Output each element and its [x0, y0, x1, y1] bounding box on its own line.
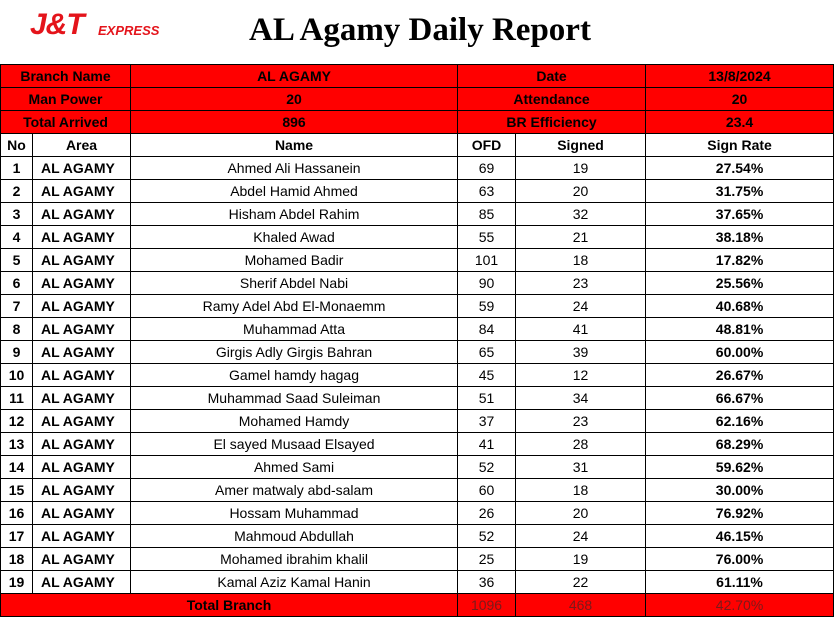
row-ofd: 60: [458, 479, 516, 502]
row-signed: 23: [516, 272, 646, 295]
row-sign-rate: 68.29%: [646, 433, 834, 456]
row-name: Mohamed Badir: [131, 249, 458, 272]
row-ofd: 63: [458, 180, 516, 203]
row-no: 2: [1, 180, 33, 203]
row-area: AL AGAMY: [33, 180, 131, 203]
row-ofd: 25: [458, 548, 516, 571]
row-no: 6: [1, 272, 33, 295]
row-area: AL AGAMY: [33, 548, 131, 571]
row-name: Gamel hamdy hagag: [131, 364, 458, 387]
attendance-value: 20: [646, 88, 834, 111]
table-row: [1, 433, 834, 456]
row-sign-rate: 59.62%: [646, 456, 834, 479]
row-ofd: 69: [458, 157, 516, 180]
table-row: [1, 525, 834, 548]
row-area: AL AGAMY: [33, 479, 131, 502]
table-row: [1, 456, 834, 479]
row-ofd: 101: [458, 249, 516, 272]
row-no: 13: [1, 433, 33, 456]
row-sign-rate: 37.65%: [646, 203, 834, 226]
total-branch-label: Total Branch: [1, 594, 458, 617]
column-header-area: Area: [33, 134, 131, 157]
row-name: Girgis Adly Girgis Bahran: [131, 341, 458, 364]
row-area: AL AGAMY: [33, 341, 131, 364]
row-sign-rate: 66.67%: [646, 387, 834, 410]
row-name: Mahmoud Abdullah: [131, 525, 458, 548]
report-title: AL Agamy Daily Report: [249, 12, 591, 48]
row-no: 5: [1, 249, 33, 272]
total-sign-rate: 42.70%: [646, 594, 834, 617]
row-name: Mohamed Hamdy: [131, 410, 458, 433]
row-ofd: 26: [458, 502, 516, 525]
row-sign-rate: 46.15%: [646, 525, 834, 548]
table-row: [1, 272, 834, 295]
row-area: AL AGAMY: [33, 295, 131, 318]
jt-express-logo: [30, 10, 160, 44]
row-no: 4: [1, 226, 33, 249]
row-ofd: 65: [458, 341, 516, 364]
man-power-label: Man Power: [1, 88, 131, 111]
row-signed: 21: [516, 226, 646, 249]
logo-mark: J&T: [30, 8, 84, 41]
row-name: El sayed Musaad Elsayed: [131, 433, 458, 456]
row-sign-rate: 26.67%: [646, 364, 834, 387]
row-signed: 18: [516, 479, 646, 502]
row-sign-rate: 76.00%: [646, 548, 834, 571]
row-name: Hossam Muhammad: [131, 502, 458, 525]
row-no: 14: [1, 456, 33, 479]
table-row: [1, 295, 834, 318]
total-signed: 468: [516, 594, 646, 617]
row-area: AL AGAMY: [33, 502, 131, 525]
table-row: [1, 410, 834, 433]
table-row: [1, 548, 834, 571]
row-name: Khaled Awad: [131, 226, 458, 249]
row-no: 11: [1, 387, 33, 410]
branch-name-label: Branch Name: [1, 65, 131, 88]
total-ofd: 1096: [458, 594, 516, 617]
row-area: AL AGAMY: [33, 410, 131, 433]
row-name: Amer matwaly abd-salam: [131, 479, 458, 502]
row-sign-rate: 40.68%: [646, 295, 834, 318]
table-row: [1, 249, 834, 272]
row-signed: 34: [516, 387, 646, 410]
branch-name-value: AL AGAMY: [131, 65, 458, 88]
row-no: 1: [1, 157, 33, 180]
row-signed: 32: [516, 203, 646, 226]
row-no: 19: [1, 571, 33, 594]
table-row: [1, 479, 834, 502]
row-name: Ahmed Sami: [131, 456, 458, 479]
table-row: [1, 502, 834, 525]
row-no: 8: [1, 318, 33, 341]
row-ofd: 52: [458, 525, 516, 548]
row-signed: 31: [516, 456, 646, 479]
row-sign-rate: 30.00%: [646, 479, 834, 502]
row-signed: 28: [516, 433, 646, 456]
row-area: AL AGAMY: [33, 571, 131, 594]
row-ofd: 90: [458, 272, 516, 295]
row-no: 16: [1, 502, 33, 525]
row-ofd: 45: [458, 364, 516, 387]
br-efficiency-value: 23.4: [646, 111, 834, 134]
row-ofd: 37: [458, 410, 516, 433]
table-row: [1, 571, 834, 594]
row-area: AL AGAMY: [33, 318, 131, 341]
row-name: Mohamed ibrahim khalil: [131, 548, 458, 571]
row-sign-rate: 27.54%: [646, 157, 834, 180]
row-signed: 22: [516, 571, 646, 594]
row-sign-rate: 31.75%: [646, 180, 834, 203]
row-area: AL AGAMY: [33, 387, 131, 410]
total-branch-row: [1, 594, 834, 617]
row-signed: 19: [516, 157, 646, 180]
row-sign-rate: 61.11%: [646, 571, 834, 594]
row-sign-rate: 48.81%: [646, 318, 834, 341]
row-area: AL AGAMY: [33, 364, 131, 387]
row-ofd: 55: [458, 226, 516, 249]
row-signed: 20: [516, 502, 646, 525]
row-no: 12: [1, 410, 33, 433]
row-ofd: 52: [458, 456, 516, 479]
row-ofd: 51: [458, 387, 516, 410]
table-row: [1, 180, 834, 203]
row-area: AL AGAMY: [33, 525, 131, 548]
row-no: 15: [1, 479, 33, 502]
row-signed: 23: [516, 410, 646, 433]
row-sign-rate: 38.18%: [646, 226, 834, 249]
row-signed: 19: [516, 548, 646, 571]
column-header-row: [1, 134, 834, 157]
row-area: AL AGAMY: [33, 456, 131, 479]
column-header-name: Name: [131, 134, 458, 157]
row-ofd: 84: [458, 318, 516, 341]
report-table: [0, 64, 834, 617]
row-ofd: 36: [458, 571, 516, 594]
attendance-label: Attendance: [458, 88, 646, 111]
table-row: [1, 157, 834, 180]
row-area: AL AGAMY: [33, 433, 131, 456]
row-signed: 41: [516, 318, 646, 341]
row-name: Abdel Hamid Ahmed: [131, 180, 458, 203]
column-header-sign-rate: Sign Rate: [646, 134, 834, 157]
row-no: 3: [1, 203, 33, 226]
row-no: 7: [1, 295, 33, 318]
row-name: Kamal Aziz Kamal Hanin: [131, 571, 458, 594]
table-row: [1, 226, 834, 249]
total-arrived-label: Total Arrived: [1, 111, 131, 134]
row-name: Muhammad Atta: [131, 318, 458, 341]
row-name: Muhammad Saad Suleiman: [131, 387, 458, 410]
row-area: AL AGAMY: [33, 203, 131, 226]
br-efficiency-label: BR Efficiency: [458, 111, 646, 134]
row-name: Sherif Abdel Nabi: [131, 272, 458, 295]
row-no: 18: [1, 548, 33, 571]
row-sign-rate: 60.00%: [646, 341, 834, 364]
row-signed: 20: [516, 180, 646, 203]
info-row-manpower: [1, 88, 834, 111]
row-sign-rate: 76.92%: [646, 502, 834, 525]
date-value: 13/8/2024: [646, 65, 834, 88]
column-header-no: No: [1, 134, 33, 157]
row-sign-rate: 17.82%: [646, 249, 834, 272]
row-name: Ahmed Ali Hassanein: [131, 157, 458, 180]
row-signed: 18: [516, 249, 646, 272]
row-ofd: 41: [458, 433, 516, 456]
logo-subtext: EXPRESS: [98, 23, 160, 38]
info-row-branch: [1, 65, 834, 88]
row-ofd: 59: [458, 295, 516, 318]
row-area: AL AGAMY: [33, 272, 131, 295]
column-header-ofd: OFD: [458, 134, 516, 157]
row-sign-rate: 62.16%: [646, 410, 834, 433]
date-label: Date: [458, 65, 646, 88]
table-row: [1, 203, 834, 226]
row-ofd: 85: [458, 203, 516, 226]
table-row: [1, 318, 834, 341]
info-row-arrived: [1, 111, 834, 134]
table-row: [1, 364, 834, 387]
row-signed: 12: [516, 364, 646, 387]
column-header-signed: Signed: [516, 134, 646, 157]
row-signed: 24: [516, 525, 646, 548]
table-row: [1, 387, 834, 410]
row-sign-rate: 25.56%: [646, 272, 834, 295]
row-area: AL AGAMY: [33, 226, 131, 249]
row-signed: 39: [516, 341, 646, 364]
total-arrived-value: 896: [131, 111, 458, 134]
row-name: Ramy Adel Abd El-Monaemm: [131, 295, 458, 318]
row-no: 17: [1, 525, 33, 548]
man-power-value: 20: [131, 88, 458, 111]
row-signed: 24: [516, 295, 646, 318]
row-no: 10: [1, 364, 33, 387]
row-name: Hisham Abdel Rahim: [131, 203, 458, 226]
row-area: AL AGAMY: [33, 249, 131, 272]
table-row: [1, 341, 834, 364]
row-no: 9: [1, 341, 33, 364]
row-area: AL AGAMY: [33, 157, 131, 180]
